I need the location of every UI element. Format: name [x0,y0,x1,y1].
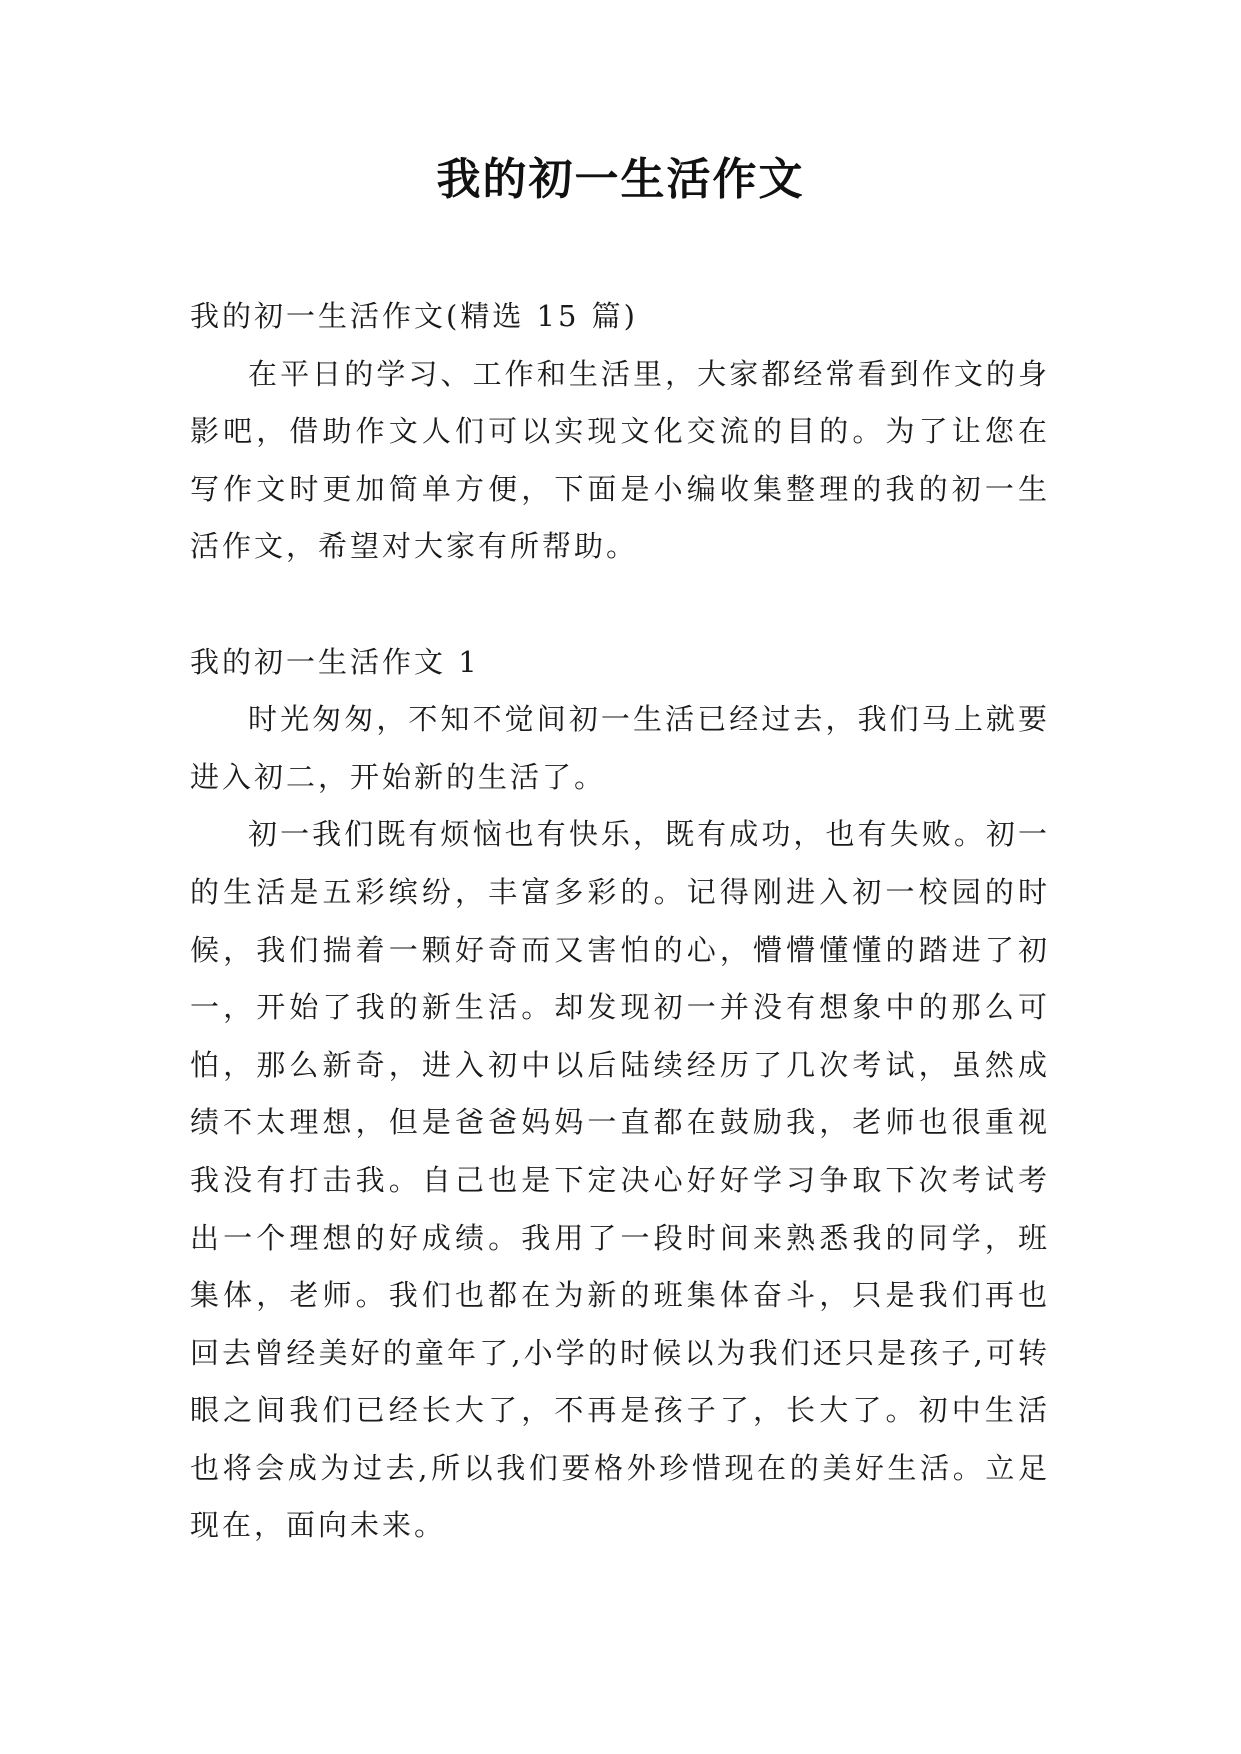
section-spacer [190,576,1050,634]
intro-paragraph: 在平日的学习、工作和生活里，大家都经常看到作文的身影吧，借助作文人们可以实现文化交流的目的。为了让您在写作文时更加简单方便，下面是小编收集整理的我的初一生活作文，希望对大家有所帮助。 [190,356,1050,564]
section1-paragraph-1: 时光匆匆，不知不觉间初一生活已经过去，我们马上就要进入初二，开始新的生活了。 [190,702,1050,794]
document-body [190,288,1050,1555]
section1-paragraph-2: 初一我们既有烦恼也有快乐，既有成功，也有失败。初一的生活是五彩缤纷，丰富多彩的。记得刚进入初一校园的时候，我们揣着一颗好奇而又害怕的心，懵懵懂懂的踏进了初一，开始了我的新生活。却发现初一并没有想象中的那么可怕，那么新奇，进入初中以后陆续经历了几次考试，虽然成绩不太理想，但是爸爸妈妈一直都在鼓励我，老师也很重视我没有打击我。自己也是下定决心好好学习争取下次考试考出一个理想的好成绩。我用了一段时间来熟悉我的同学，班集体，老师。我们也都在为新的班集体奋斗，只是我们再也回去曾经美好的童年了,小学的时候以为我们还只是孩子,可转眼之间我们已经长大了，不再是孩子了，长大了。初中生活也将会成为过去,所以我们要格外珍惜现在的美好生活。立足现在，面向未来。 [190,817,1050,1543]
section-heading-1: 我的初一生活作文 1 [190,644,480,679]
page-title: 我的初一生活作文 [436,154,805,205]
collection-subtitle: 我的初一生活作文(精选 15 篇) [190,299,638,333]
